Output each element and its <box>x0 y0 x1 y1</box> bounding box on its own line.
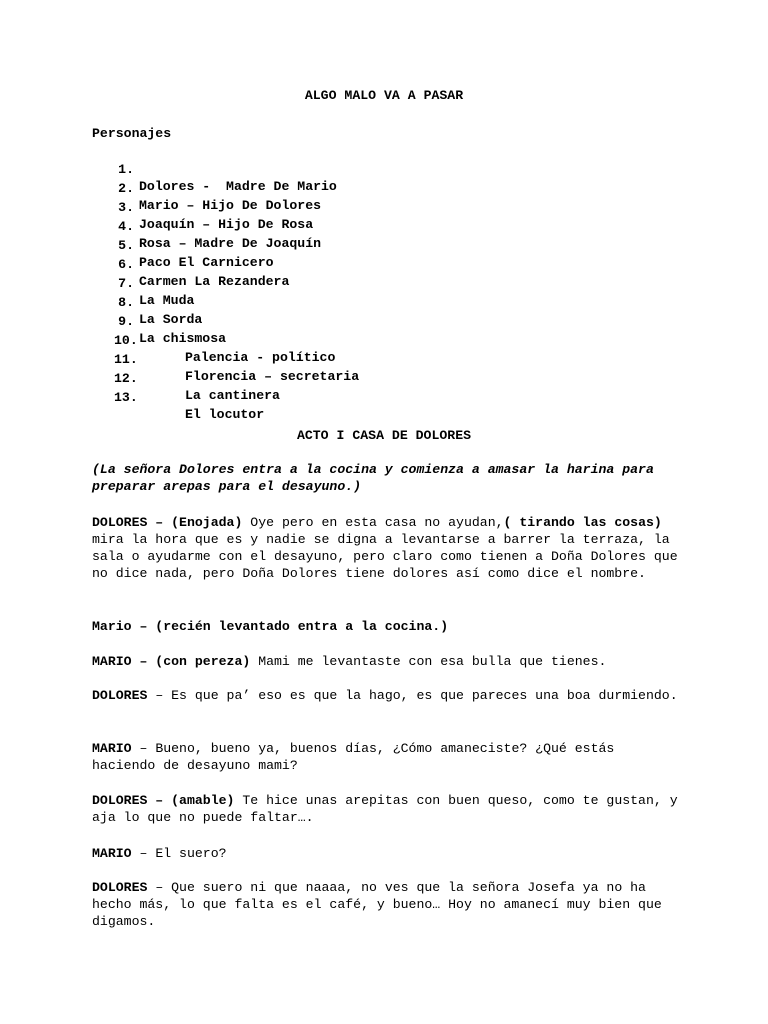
list-item-name: Florencia – secretaria <box>185 369 360 384</box>
dialogue-block <box>92 845 682 862</box>
dialogue-text: Te hice unas arepitas con buen queso, como te gustan, y aja lo que no puede faltar…. <box>92 793 678 825</box>
list-item-name: Dolores - Madre De Mario <box>139 179 337 194</box>
list-item-name: Rosa – Madre De Joaquín <box>139 236 322 251</box>
list-item-name: Carmen La Rezandera <box>139 274 290 289</box>
list-item-name: Mario – Hijo De Dolores <box>139 198 322 213</box>
list-item-number: 11. <box>114 352 138 367</box>
dialogue-block <box>92 740 682 774</box>
dialogue-block <box>92 653 682 670</box>
dialogue-text: – Es que pa’ eso es que la hago, es que pareces una boa durmiendo. <box>147 688 678 703</box>
speaker-label: MARIO – (con pereza) <box>92 654 251 669</box>
list-item-number: 5. <box>118 238 134 253</box>
list-item-number: 8. <box>118 295 134 310</box>
dialogue-text: Oye pero en esta casa no ayudan, <box>242 515 504 530</box>
list-item-name: El locutor <box>185 407 265 422</box>
list-item-name: La Sorda <box>139 312 203 327</box>
dialogue-text: – Que suero ni que naaaa, no ves que la señora Josefa ya no ha hecho más, lo que falta es el café, y bueno… Hoy no amanecí muy bien que digamos. <box>92 880 662 929</box>
speaker-label: MARIO <box>92 741 132 756</box>
speaker-label: MARIO <box>92 846 132 861</box>
stage-note: ( tirando las cosas) <box>503 515 662 530</box>
speaker-label: DOLORES – (amable) <box>92 793 235 808</box>
list-item-number: 1. <box>118 162 134 177</box>
list-item-number: 10. <box>114 333 138 348</box>
speaker-label: DOLORES <box>92 688 148 703</box>
document-title: ALGO MALO VA A PASAR <box>304 88 464 103</box>
list-item <box>0 144 768 194</box>
list-item-number: 4. <box>118 219 134 234</box>
list-item-number: 13. <box>114 390 138 405</box>
speaker-label: DOLORES <box>92 880 148 895</box>
characters-heading: Personajes <box>92 126 172 141</box>
dialogue-block <box>92 618 682 635</box>
list-item-name: La cantinera <box>185 388 280 403</box>
dialogue-block <box>92 514 682 582</box>
stage-direction: (La señora Dolores entra a la cocina y comienza a amasar la harina para preparar arepas para el desayuno.) <box>92 462 654 494</box>
dialogue-text: – El suero? <box>131 846 227 861</box>
list-item-name: Paco El Carnicero <box>139 255 274 270</box>
list-item-name: Palencia - político <box>185 350 336 365</box>
dialogue-text: Mami me levantaste con esa bulla que tienes. <box>250 654 607 669</box>
list-item-number: 2. <box>118 181 134 196</box>
list-item-number: 3. <box>118 200 134 215</box>
dialogue-block <box>92 879 682 930</box>
list-item-name: La chismosa <box>139 331 227 346</box>
dialogue-block <box>92 687 682 704</box>
list-item-name: Joaquín – Hijo De Rosa <box>139 217 314 232</box>
speaker-label: Mario – (recién levantado entra a la cocina.) <box>92 619 449 634</box>
dialogue-block <box>92 792 682 826</box>
list-item-number: 12. <box>114 371 138 386</box>
dialogue-text: mira la hora que es y nadie se digna a levantarse a barrer la terraza, la sala o ayudarme con el desayuno, pero claro como tienen a Doña Dolores que no dice nada, pero Doña Dolores tiene dolores así como dice el nombre. <box>92 532 678 581</box>
dialogue-text: – Bueno, bueno ya, buenos días, ¿Cómo amaneciste? ¿Qué estás haciendo de desayuno mami? <box>92 741 615 773</box>
list-item-number: 9. <box>118 314 134 329</box>
list-item-number: 7. <box>118 276 134 291</box>
act-heading: ACTO I CASA DE DOLORES <box>296 428 472 443</box>
speaker-label: DOLORES – (Enojada) <box>92 515 243 530</box>
list-item-name: La Muda <box>139 293 195 308</box>
list-item-number: 6. <box>118 257 134 272</box>
